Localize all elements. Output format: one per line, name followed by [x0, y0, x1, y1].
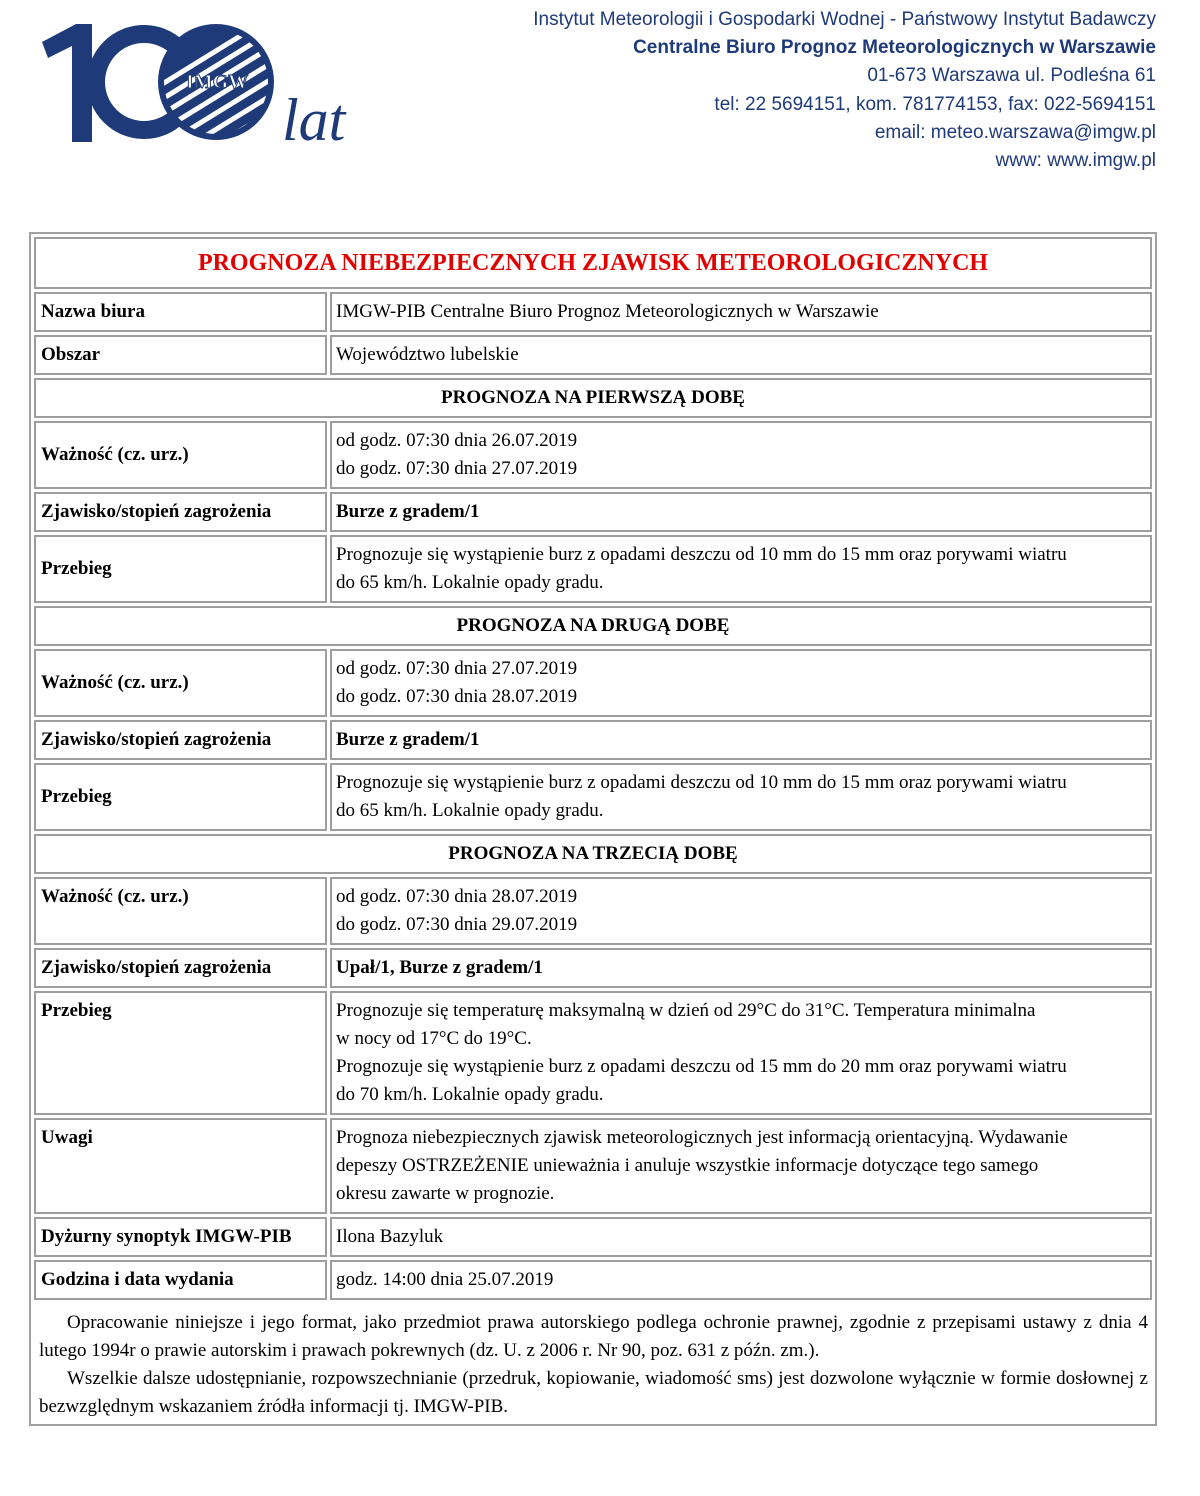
day1-heading: PROGNOZA NA PIERWSZĄ DOBĘ [34, 378, 1152, 418]
day3-course [330, 991, 1152, 1115]
day2-validity-from: od godz. 07:30 dnia 27.07.2019 [336, 658, 578, 679]
day1-validity-from: od godz. 07:30 dnia 26.07.2019 [336, 430, 578, 451]
day3-heading: PROGNOZA NA TRZECIĄ DOBĘ [34, 834, 1152, 874]
day2-validity-label: Ważność (cz. urz.) [34, 649, 327, 717]
day1-course [330, 535, 1152, 603]
day2-course-line: do 65 km/h. Lokalnie opady gradu. [336, 800, 604, 821]
day2-phenomenon: Burze z gradem/1 [336, 729, 480, 750]
day3-phenomenon: Upał/1, Burze z gradem/1 [336, 957, 543, 978]
day2-course-label: Przebieg [34, 763, 327, 831]
day3-course-line: w nocy od 17°C do 19°C. [336, 1028, 532, 1049]
office-value: IMGW-PIB Centralne Biuro Prognoz Meteorologicznych w Warszawie [330, 292, 1152, 332]
area-value: Województwo lubelskie [330, 335, 1152, 375]
institute-name: Instytut Meteorologii i Gospodarki Wodnej - Państwowy Instytut Badawczy [533, 9, 1156, 30]
document-title: PROGNOZA NIEBEZPIECZNYCH ZJAWISK METEOROLOGICZNYCH [34, 237, 1152, 289]
copyright-notice [34, 1303, 1152, 1421]
day3-course-label: Przebieg [34, 991, 327, 1115]
issued-label: Godzina i data wydania [34, 1260, 327, 1300]
day3-course-line: Prognozuje się wystąpienie burz z opadami deszczu od 15 mm do 20 mm oraz porywami wiatru [336, 1056, 1067, 1077]
day1-course-line: do 65 km/h. Lokalnie opady gradu. [336, 572, 604, 593]
day3-validity-label: Ważność (cz. urz.) [34, 877, 327, 945]
forecaster-value: Ilona Bazyluk [330, 1217, 1152, 1257]
day1-validity [330, 421, 1152, 489]
website[interactable]: www: www.imgw.pl [995, 150, 1156, 172]
day1-phenomenon: Burze z gradem/1 [336, 501, 480, 522]
day1-validity-to: do godz. 07:30 dnia 27.07.2019 [336, 458, 578, 479]
day2-phenomenon-label: Zjawisko/stopień zagrożenia [34, 720, 327, 760]
day1-phenomenon-label: Zjawisko/stopień zagrożenia [34, 492, 327, 532]
remarks-label: Uwagi [34, 1118, 327, 1214]
institute-header [533, 6, 1156, 175]
remarks-line: okresu zawarte w prognozie. [336, 1183, 555, 1204]
office-label: Nazwa biura [34, 292, 327, 332]
area-label: Obszar [34, 335, 327, 375]
remarks-line: depeszy OSTRZEŻENIE unieważnia i anuluje wszystkie informacje dotyczące tego samego [336, 1155, 1039, 1176]
phone-fax: tel: 22 5694151, kom. 781774153, fax: 022-5694151 [714, 93, 1156, 115]
day2-validity [330, 649, 1152, 717]
day2-validity-to: do godz. 07:30 dnia 28.07.2019 [336, 686, 578, 707]
forecast-table [29, 232, 1157, 1426]
distribution-paragraph: Wszelkie dalsze udostępnianie, rozpowszechnianie (przedruk, kopiowanie, wiadomość sms) jest dozwolone wyłącznie w formie dosłownej z bezwzględnym wskazaniem źródła informacji tj. IMGW-PIB. [39, 1368, 1148, 1417]
remarks-line: Prognoza niebezpiecznych zjawisk meteorologicznych jest informacją orientacyjną. Wydawanie [336, 1127, 1068, 1148]
address: 01-673 Warszawa ul. Podleśna 61 [867, 65, 1156, 87]
imgw-100-lat-logo [36, 14, 356, 149]
email[interactable]: email: meteo.warszawa@imgw.pl [874, 121, 1156, 143]
logo-lat-text: lat [282, 87, 346, 149]
forecaster-label: Dyżurny synoptyk IMGW-PIB [34, 1217, 327, 1257]
day3-validity-from: od godz. 07:30 dnia 28.07.2019 [336, 886, 578, 907]
issued-value: godz. 14:00 dnia 25.07.2019 [330, 1260, 1152, 1300]
day3-validity-to: do godz. 07:30 dnia 29.07.2019 [336, 914, 578, 935]
day2-heading: PROGNOZA NA DRUGĄ DOBĘ [34, 606, 1152, 646]
day1-validity-label: Ważność (cz. urz.) [34, 421, 327, 489]
day3-validity [330, 877, 1152, 945]
office-name: Centralne Biuro Prognoz Meteorologicznych w Warszawie [633, 37, 1156, 59]
day1-course-label: Przebieg [34, 535, 327, 603]
day2-course-line: Prognozuje się wystąpienie burz z opadami deszczu od 10 mm do 15 mm oraz porywami wiatru [336, 772, 1067, 793]
day3-course-line: do 70 km/h. Lokalnie opady gradu. [336, 1084, 604, 1105]
logo-imgw-text: IMGW [186, 71, 249, 93]
day1-course-line: Prognozuje się wystąpienie burz z opadami deszczu od 10 mm do 15 mm oraz porywami wiatru [336, 544, 1067, 565]
day3-phenomenon-label: Zjawisko/stopień zagrożenia [34, 948, 327, 988]
remarks-value [330, 1118, 1152, 1214]
day2-course [330, 763, 1152, 831]
copyright-paragraph: Opracowanie niniejsze i jego format, jako przedmiot prawa autorskiego podlega ochronie prawnej, zgodnie z przepisami ustawy z dnia 4 lutego 1994r o prawie autorskim i prawach pokrewnych (dz. U. z 2006 r. Nr 90, poz. 631 z późn. zm.). [39, 1312, 1148, 1361]
day3-course-line: Prognozuje się temperaturę maksymalną w dzień od 29°C do 31°C. Temperatura minimalna [336, 1000, 1036, 1021]
